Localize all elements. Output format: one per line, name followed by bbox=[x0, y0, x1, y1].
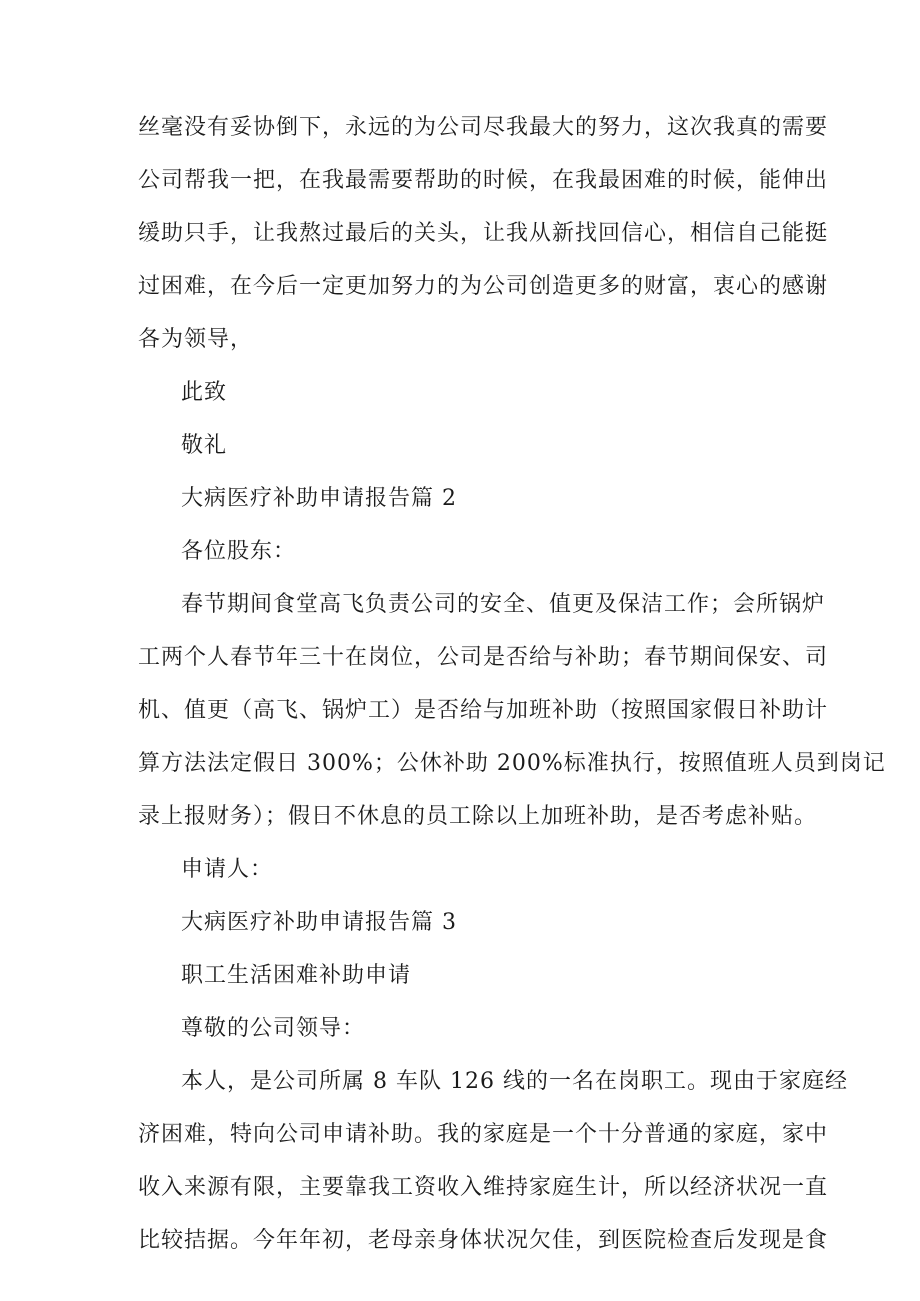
closing-regards: 敬礼 bbox=[181, 433, 228, 458]
paragraph-line: 春节期间食堂高飞负责公司的安全、值更及保洁工作；会所锅炉 bbox=[181, 592, 826, 617]
paragraph-line: 过困难，在今后一定更加努力的为公司创造更多的财富，衷心的感谢 bbox=[138, 274, 829, 299]
subtitle: 职工生活困难补助申请 bbox=[181, 963, 412, 988]
paragraph-line: 缓助只手，让我熬过最后的关头，让我从新找回信心，相信自己能挺 bbox=[138, 221, 829, 246]
paragraph-line: 工两个人春节年三十在岗位，公司是否给与补助；春节期间保安、司 bbox=[138, 645, 829, 670]
paragraph-line: 本人，是公司所属 8 车队 126 线的一名在岗职工。现由于家庭经 bbox=[181, 1069, 848, 1094]
greeting: 尊敬的公司领导： bbox=[181, 1016, 366, 1041]
paragraph-line: 机、值更（高飞、锅炉工）是否给与加班补助（按照国家假日补助计 bbox=[138, 698, 829, 723]
paragraph-line: 比较拮据。今年年初，老母亲身体状况欠佳，到医院检查后发现是食 bbox=[138, 1228, 829, 1253]
greeting: 各位股东： bbox=[181, 539, 297, 564]
paragraph-line: 济困难，特向公司申请补助。我的家庭是一个十分普通的家庭，家中 bbox=[138, 1122, 829, 1147]
paragraph-line: 丝毫没有妥协倒下，永远的为公司尽我最大的努力，这次我真的需要 bbox=[138, 115, 829, 140]
section-heading: 大病医疗补助申请报告篇 3 bbox=[181, 910, 457, 935]
paragraph-line: 算方法法定假日 300%；公休补助 200%标准执行，按照值班人员到岗记 bbox=[138, 751, 886, 776]
paragraph-line: 各为领导， bbox=[138, 327, 254, 352]
paragraph-line: 收入来源有限，主要靠我工资收入维持家庭生计，所以经济状况一直 bbox=[138, 1175, 829, 1200]
closing-salutation: 此致 bbox=[181, 380, 228, 405]
section-heading: 大病医疗补助申请报告篇 2 bbox=[181, 486, 457, 511]
applicant-label: 申请人： bbox=[181, 857, 274, 882]
paragraph-line: 录上报财务）；假日不休息的员工除以上加班补助，是否考虑补贴。 bbox=[138, 804, 818, 829]
paragraph-line: 公司帮我一把，在我最需要帮助的时候，在我最困难的时候，能伸出 bbox=[138, 168, 829, 193]
